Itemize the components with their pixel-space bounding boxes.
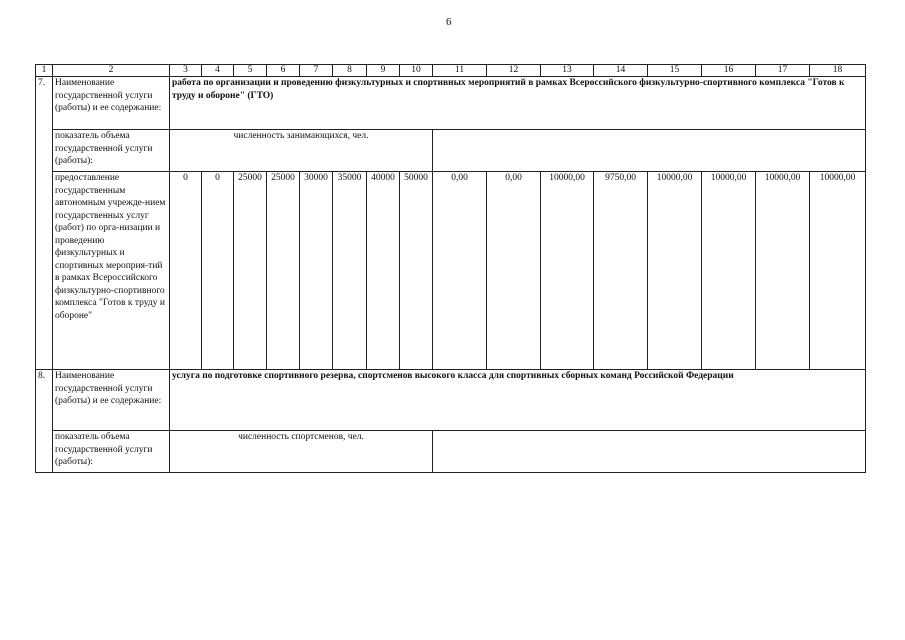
- header-cell: 5: [234, 65, 267, 77]
- section7-name-value: работа по организации и проведению физкультурных и спортивных мероприятий в рамках Всероссийского физкультурно-спортивного комплекса "Готов к труду и обороне" (ГТО): [170, 77, 866, 130]
- section7-values-row: [36, 172, 866, 370]
- section8-indicator-label: показатель объема государственной услуги (работы):: [53, 431, 170, 473]
- value-cell: 40000: [367, 172, 400, 370]
- header-cell: 4: [202, 65, 234, 77]
- header-cell: 2: [53, 65, 170, 77]
- section7-name-label: Наименование государственной услуги (работы) и ее содержание:: [53, 77, 170, 130]
- section7-name-row: [36, 77, 866, 130]
- value-cell: 9750,00: [594, 172, 648, 370]
- value-cell: 10000,00: [810, 172, 866, 370]
- value-cell: 25000: [267, 172, 300, 370]
- header-cell: 6: [267, 65, 300, 77]
- section8-name-row: [36, 370, 866, 431]
- value-cell: 0,00: [487, 172, 541, 370]
- value-cell: 10000,00: [648, 172, 702, 370]
- section7-provision-label: предоставление государственным автономным учрежде-нием государственных услуг (работ) по орга-низации и проведению физкультурных и спортивных мероприя-тий в рамках Всероссийского физкультурно-спортивного комплекса "Готов к труду и обороне": [53, 172, 170, 370]
- value-cell: 10000,00: [702, 172, 756, 370]
- header-cell: 10: [400, 65, 433, 77]
- header-cell: 3: [170, 65, 202, 77]
- value-cell: 50000: [400, 172, 433, 370]
- header-cell: 1: [36, 65, 53, 77]
- value-cell: 30000: [300, 172, 333, 370]
- section8-number: 8.: [36, 370, 53, 473]
- header-cell: 11: [433, 65, 487, 77]
- header-cell: 8: [333, 65, 367, 77]
- empty-cell: [433, 130, 866, 172]
- value-cell: 35000: [333, 172, 367, 370]
- value-cell: 0,00: [433, 172, 487, 370]
- section8-indicator-value: численность спортсменов, чел.: [170, 431, 433, 473]
- header-cell: 9: [367, 65, 400, 77]
- header-cell: 18: [810, 65, 866, 77]
- header-cell: 13: [541, 65, 594, 77]
- header-cell: 7: [300, 65, 333, 77]
- page-number: 6: [446, 16, 452, 28]
- header-row: [36, 65, 866, 77]
- section8-indicator-row: [36, 431, 866, 473]
- value-cell: 25000: [234, 172, 267, 370]
- section8-name-label: Наименование государственной услуги (работы) и ее содержание:: [53, 370, 170, 431]
- services-table: [35, 64, 866, 473]
- header-cell: 16: [702, 65, 756, 77]
- section7-indicator-label: показатель объема государственной услуги (работы):: [53, 130, 170, 172]
- value-cell: 10000,00: [541, 172, 594, 370]
- header-cell: 12: [487, 65, 541, 77]
- header-cell: 17: [756, 65, 810, 77]
- header-cell: 15: [648, 65, 702, 77]
- value-cell: 10000,00: [756, 172, 810, 370]
- header-cell: 14: [594, 65, 648, 77]
- section7-number: 7.: [36, 77, 53, 370]
- value-cell: 0: [202, 172, 234, 370]
- section8-name-value: услуга по подготовке спортивного резерва, спортсменов высокого класса для спортивных сборных команд Российской Федерации: [170, 370, 866, 431]
- section7-indicator-row: [36, 130, 866, 172]
- value-cell: 0: [170, 172, 202, 370]
- section7-indicator-value: численность занимающихся, чел.: [170, 130, 433, 172]
- empty-cell: [433, 431, 866, 473]
